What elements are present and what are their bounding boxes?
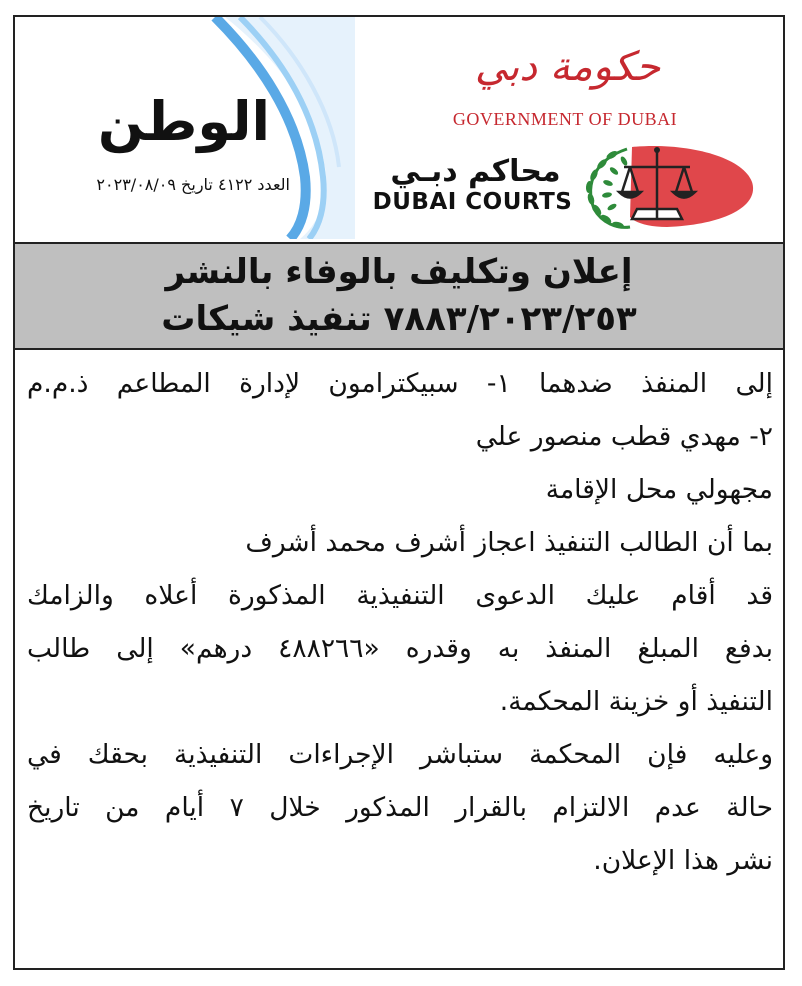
courts-name-english: DUBAI COURTS <box>372 189 573 215</box>
body-line: إلى المنفذ ضدهما ١- سبيكترامون لإدارة المطاعم ذ.م.م <box>27 368 773 399</box>
body-line: حالة عدم الالتزام بالقرار المذكور خلال ٧ أيام من تاريخ <box>27 792 773 823</box>
government-name-english: GOVERNMENT OF DUBAI <box>452 109 678 129</box>
newspaper-logo: الوطن <box>97 90 270 153</box>
notice-title-band <box>15 242 783 350</box>
case-number-title: ٧٨٨٣/٢٠٢٣/٢٥٣ تنفيذ شيكات <box>161 299 637 339</box>
issue-date-line: العدد ٤١٢٢ تاريخ ٢٠٢٣/٠٨/٠٩ <box>96 175 290 194</box>
body-line: نشر هذا الإعلان. <box>593 845 773 876</box>
body-line: وعليه فإن المحكمة ستباشر الإجراءات التنفيذية بحقك في <box>27 739 773 770</box>
body-line: بما أن الطالب التنفيذ اعجاز أشرف محمد أشرف <box>245 527 773 558</box>
body-line: التنفيذ أو خزينة المحكمة. <box>499 686 773 717</box>
notice-frame <box>13 15 785 970</box>
courts-name-arabic: محاكم دبـي <box>390 154 561 189</box>
body-line: بدفع المبلغ المنفذ به وقدره «٤٨٨٢٦٦ درهم» إلى طالب <box>27 633 773 664</box>
notice-header <box>15 17 783 239</box>
notice-title: إعلان وتكليف بالوفاء بالنشر <box>165 252 633 292</box>
body-line: ٢- مهدي قطب منصور علي <box>475 421 773 452</box>
notice-body <box>15 357 783 887</box>
government-name-arabic: حكومة دبي <box>474 44 661 90</box>
body-line: قد أقام عليك الدعوى التنفيذية المذكورة أعلاه والزامك <box>27 580 773 611</box>
body-line: مجهولي محل الإقامة <box>545 474 773 505</box>
scales-of-justice-emblem-icon <box>572 137 762 232</box>
